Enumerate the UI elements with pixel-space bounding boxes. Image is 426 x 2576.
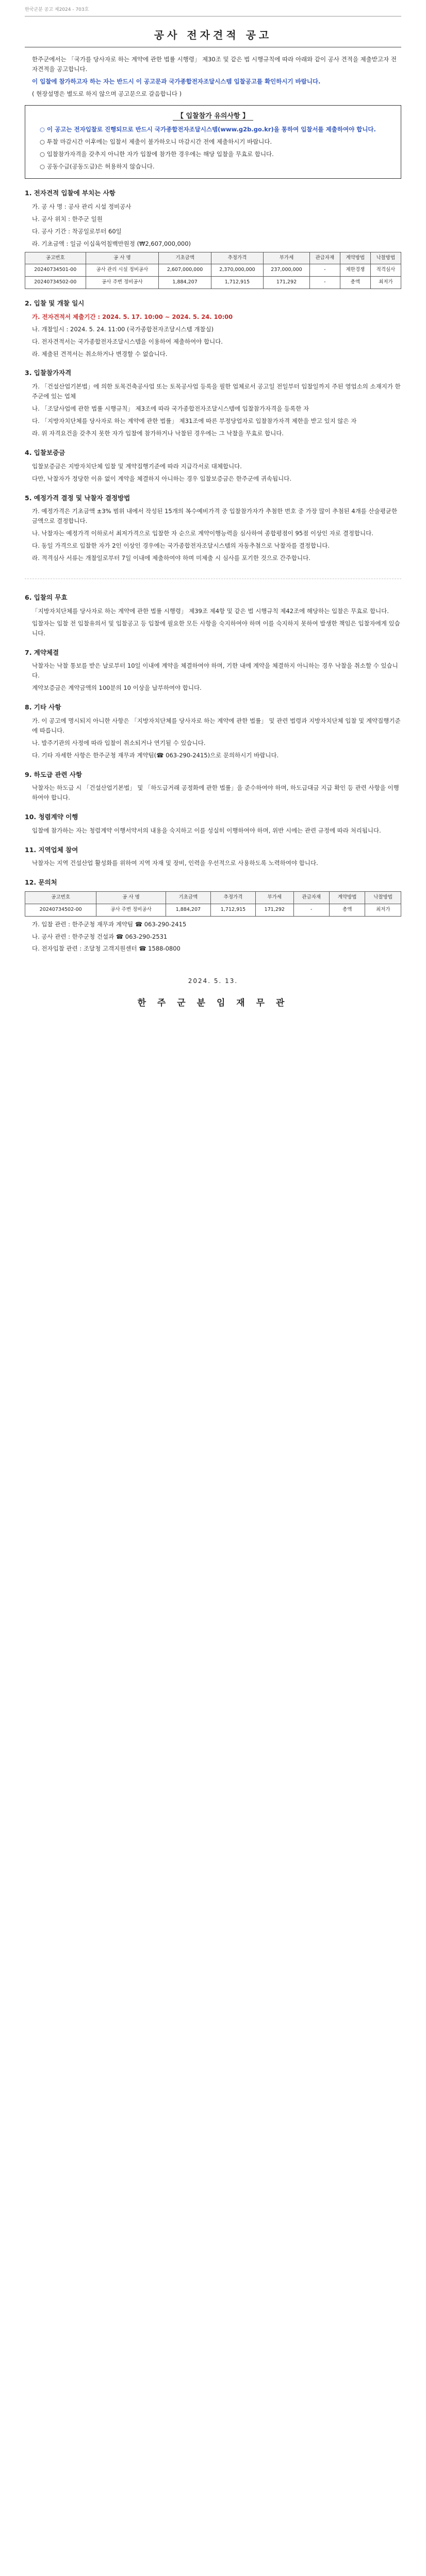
section-item: 가. 「건설산업기본법」에 의한 토목건축공사업 또는 토목공사업 등록을 필한 업체로서 공고일 전일부터 입찰일까지 주된 영업소의 소재지가 한주군에 있는 업체 [32, 383, 401, 400]
table-row [25, 277, 401, 289]
section-heading: 7. 계약체결 [25, 648, 59, 656]
table-cell: 20240734502-00 [25, 277, 86, 289]
table-cell: 최저가 [365, 904, 401, 916]
section-3 [25, 368, 401, 438]
section-paragraph: 입찰자는 입찰 전 입찰유의서 및 입찰공고 등 입찰에 필요한 모든 사항을 숙지하여야 하며 이를 숙지하지 못하여 발생한 책임은 입찰자에게 있습니다. [32, 619, 400, 637]
table-header-row [25, 252, 401, 264]
section-heading: 10. 청렴계약 이행 [25, 813, 78, 821]
section-item: 가. 예정가격은 기초금액 ±3% 범위 내에서 작성된 15개의 복수예비가격 중 입찰참가자가 추첨한 번호 중 가장 많이 추첨된 4개를 산술평균한 금액으로 결정합니다. [32, 507, 398, 525]
table-cell: 1,884,207 [166, 904, 210, 916]
table-header-cell: 기초금액 [159, 252, 211, 264]
section-10 [25, 812, 401, 836]
table-cell: - [309, 264, 340, 277]
table-header-cell: 관급자재 [293, 891, 329, 904]
table-cell: 2,607,000,000 [159, 264, 211, 277]
table-cell: 공사 주변 정비공사 [96, 904, 166, 916]
section-item: 다. 전자입찰 관련 : 조달청 고객지원센터 ☎ 1588-0800 [32, 945, 181, 953]
section-item: 다. 동일 가격으로 입찰한 자가 2인 이상인 경우에는 국가종합전자조달시스템의 자동추첨으로 낙찰자를 결정합니다. [32, 542, 330, 550]
table-header-cell: 공 사 명 [86, 252, 159, 264]
table-header-cell: 공 사 명 [96, 891, 166, 904]
section-item: 가. 공 사 명 : 공사 관리 시설 정비공사 [32, 202, 132, 210]
section-6 [25, 592, 401, 638]
section-item: 나. 공사 위치 : 한주군 일원 [32, 215, 103, 223]
table-header-cell: 추정가격 [211, 252, 263, 264]
issuer-name: 한 주 군 분 임 재 무 관 [137, 998, 289, 1009]
table-cell: 2,370,000,000 [211, 264, 263, 277]
table-cell: 총액 [340, 277, 370, 289]
section-paragraph: 다만, 낙찰자가 정당한 이유 없이 계약을 체결하지 아니하는 경우 입찰보증금은 한주군에 귀속됩니다. [32, 474, 291, 482]
table-cell: 237,000,000 [264, 264, 310, 277]
table-cell: 적격심사 [370, 264, 401, 277]
section-item: 다. 기타 자세한 사항은 한주군청 재무과 계약팀(☎ 063-290-2415)으로 문의하시기 바랍니다. [32, 751, 279, 759]
table-header-cell: 계약방법 [330, 891, 365, 904]
section-5 [25, 493, 401, 563]
table-header-cell: 계약방법 [340, 252, 370, 264]
table-header-cell: 낙찰방법 [365, 891, 401, 904]
table-header-cell: 공고번호 [25, 252, 86, 264]
table-cell: - [309, 277, 340, 289]
table-header-cell: 공고번호 [25, 891, 96, 904]
table-cell: 공사 주변 정비공사 [86, 277, 159, 289]
contact-summary-table [25, 891, 401, 917]
section-8 [25, 702, 401, 760]
section-item: 나. 「조달사업에 관한 법률 시행규칙」 제3조에 따라 국가종합전자조달시스템에 입찰참가자격을 등록한 자 [32, 405, 309, 413]
section-item: 나. 발주기관의 사정에 따라 입찰이 취소되거나 연기될 수 있습니다. [32, 739, 206, 747]
table-header-cell: 부가세 [264, 252, 310, 264]
table-header-cell: 부가세 [256, 891, 293, 904]
section-1 [25, 188, 401, 289]
notice-box [25, 105, 401, 179]
section-heading: 11. 지역업체 참여 [25, 845, 78, 854]
section-4 [25, 448, 401, 484]
section-9 [25, 770, 401, 803]
table-cell: 공사 관리 시설 정비공사 [86, 264, 159, 277]
notice-item: ○ 공동수급(공동도급)은 허용하지 않습니다. [40, 163, 155, 171]
notice-item: ○ 입찰참가자격을 갖추지 아니한 자가 입찰에 참가한 경우에는 해당 입찰을 무효로 합니다. [40, 150, 274, 158]
intro-paragraph-2: 이 입찰에 참가하고자 하는 자는 반드시 이 공고문과 국가종합전자조달시스템 입찰공고를 확인하시기 바랍니다. [32, 77, 321, 85]
section-item: 라. 제출된 견적서는 취소하거나 변경할 수 없습니다. [32, 350, 168, 358]
table-cell: 20240734502-00 [25, 904, 96, 916]
section-heading: 2. 입찰 및 개찰 일시 [25, 299, 85, 307]
bid-summary-table [25, 252, 401, 289]
section-item: 라. 적격심사 서류는 개찰일로부터 7일 이내에 제출하여야 하며 미제출 시 심사를 포기한 것으로 간주합니다. [32, 554, 310, 562]
section-paragraph: 입찰보증금은 지방자치단체 입찰 및 계약집행기준에 따라 지급각서로 대체합니다. [32, 462, 242, 470]
section-heading: 3. 입찰참가자격 [25, 369, 72, 377]
table-cell: - [293, 904, 329, 916]
table-header-row [25, 891, 401, 904]
section-item: 가. 전자견적서 제출기간 : 2024. 5. 17. 10:00 ~ 2024. 5. 24. 10:00 [32, 313, 233, 320]
table-cell: 1,712,915 [210, 904, 255, 916]
section-item: 나. 개찰일시 : 2024. 5. 24. 11:00 (국가종합전자조달시스템 개찰실) [32, 325, 214, 333]
section-paragraph: 입찰에 참가하는 자는 청렴계약 이행서약서의 내용을 숙지하고 이를 성실히 이행하여야 하며, 위반 시에는 관련 규정에 따라 처리됩니다. [32, 826, 381, 834]
table-row [25, 264, 401, 277]
section-paragraph: 「지방자치단체를 당사자로 하는 계약에 관한 법률 시행령」 제39조 제4항 및 같은 법 시행규칙 제42조에 해당하는 입찰은 무효로 합니다. [32, 607, 389, 615]
announcement-number: 한국군분 공고 제2024 - 703호 [25, 7, 89, 12]
section-item: 다. 공사 기간 : 착공일로부터 60일 [32, 227, 122, 235]
intro-note: ( 현장설명은 별도로 하지 않으며 공고문으로 갈음합니다 ) [32, 90, 182, 97]
section-heading: 8. 기타 사항 [25, 703, 61, 711]
table-cell: 171,292 [256, 904, 293, 916]
section-paragraph: 낙찰자는 지역 건설산업 활성화를 위하여 지역 자재 및 장비, 인력을 우선적으로 사용하도록 노력하여야 합니다. [32, 859, 318, 867]
section-2 [25, 298, 401, 359]
section-paragraph: 낙찰자는 낙찰 통보를 받은 날로부터 10일 이내에 계약을 체결하여야 하며, 기한 내에 계약을 체결하지 아니하는 경우 낙찰을 취소할 수 있습니다. [32, 662, 398, 680]
announcement-date: 2024. 5. 13. [188, 977, 238, 985]
section-heading: 6. 입찰의 무효 [25, 593, 68, 601]
section-item: 가. 입찰 관련 : 한주군청 재무과 계약팀 ☎ 063-290-2415 [32, 920, 187, 928]
table-cell: 총액 [330, 904, 365, 916]
section-11 [25, 845, 401, 869]
section-paragraph: 계약보증금은 계약금액의 100분의 10 이상을 납부하여야 합니다. [32, 684, 202, 692]
table-cell: 제한경쟁 [340, 264, 370, 277]
document-title: 공사 전자견적 공고 [154, 28, 272, 41]
section-heading: 5. 예정가격 결정 및 낙찰자 결정방법 [25, 494, 130, 502]
section-item: 라. 위 자격요건을 갖추지 못한 자가 입찰에 참가하거나 낙찰된 경우에는 그 낙찰을 무효로 합니다. [32, 429, 284, 437]
section-item: 다. 전자견적서는 국가종합전자조달시스템을 이용하여 제출하여야 합니다. [32, 337, 223, 345]
section-paragraph: 낙찰자는 하도급 시 「건설산업기본법」 및 「하도급거래 공정화에 관한 법률」을 준수하여야 하며, 하도급대금 지급 확인 등 관련 사항을 이행하여야 합니다. [32, 784, 399, 802]
section-item: 다. 「지방자치단체를 당사자로 하는 계약에 관한 법률」 제31조에 따른 부정당업자로 입찰참가자격 제한을 받고 있지 않은 자 [32, 417, 357, 425]
section-item: 가. 이 공고에 명시되지 아니한 사항은 「지방자치단체를 당사자로 하는 계약에 관한 법률」 및 관련 법령과 지방자치단체 입찰 및 계약집행기준에 따릅니다. [32, 717, 401, 734]
notice-item: ○ 투찰 마감시간 이후에는 입찰서 제출이 불가하오니 마감시간 전에 제출하시기 바랍니다. [40, 138, 272, 146]
section-heading: 4. 입찰보증금 [25, 448, 65, 456]
section-12 [25, 877, 401, 954]
notice-box-title: 【 입찰참가 유의사항 】 [32, 111, 394, 122]
table-cell: 1,712,915 [211, 277, 263, 289]
table-cell: 최저가 [370, 277, 401, 289]
section-heading: 12. 문의처 [25, 878, 57, 887]
intro-paragraph-1: 한주군에서는 「국가를 당사자로 하는 계약에 관한 법률 시행령」 제30조 및 같은 법 시행규칙에 따라 아래와 같이 공사 견적을 제출받고자 전자견적을 공고합니다. [32, 55, 397, 73]
table-cell: 171,292 [264, 277, 310, 289]
section-heading: 9. 하도급 관련 사항 [25, 770, 83, 778]
table-cell: 1,884,207 [159, 277, 211, 289]
section-item: 나. 낙찰자는 예정가격 이하로서 최저가격으로 입찰한 자 순으로 계약이행능력을 심사하여 종합평점이 95점 이상인 자로 결정합니다. [32, 530, 373, 537]
section-item: 라. 기초금액 : 일금 이십육억칠백만원정 (₩2,607,000,000) [32, 240, 191, 247]
section-7 [25, 648, 401, 693]
section-heading: 1. 전자견적 입찰에 부치는 사항 [25, 189, 116, 197]
table-cell: 20240734501-00 [25, 264, 86, 277]
table-header-cell: 기초금액 [166, 891, 210, 904]
table-header-cell: 낙찰방법 [370, 252, 401, 264]
table-row [25, 904, 401, 916]
section-item: 나. 공사 관련 : 한주군청 건설과 ☎ 063-290-2531 [32, 933, 168, 940]
notice-item: ○ 이 공고는 전자입찰로 진행되므로 반드시 국가종합전자조달시스템(www.g2b.go.kr)을 통하여 입찰서를 제출하여야 합니다. [40, 126, 376, 133]
table-header-cell: 추정가격 [210, 891, 255, 904]
table-header-cell: 관급자재 [309, 252, 340, 264]
